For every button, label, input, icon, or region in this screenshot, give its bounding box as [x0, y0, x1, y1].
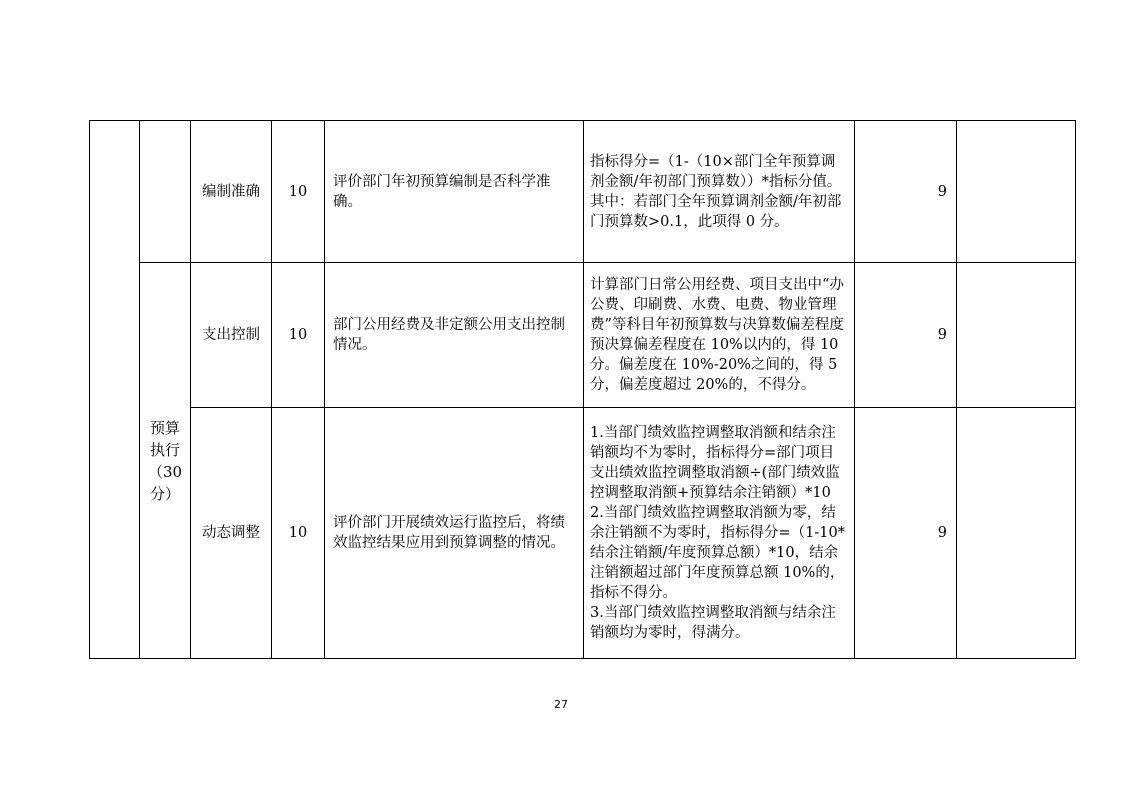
standard-text: 指标得分=（1-（10×部门全年预算调剂金额/年初部门预算数））*指标分值。其中：若部门全年预算调剂金额/年初部门预算数>0.1，此项得 0 分。 — [590, 153, 842, 230]
table-row — [90, 121, 1076, 263]
description-cell: 部门公用经费及非定额公用支出控制情况。 — [325, 263, 584, 408]
score-cell: 9 — [855, 263, 957, 408]
blank-category-cell — [140, 121, 191, 263]
description-cell: 评价部门开展绩效运行监控后，将绩效监控结果应用到预算调整的情况。 — [325, 408, 584, 659]
blank-first-column-cell — [90, 121, 140, 659]
standard-text: 计算部门日常公用经费、项目支出中“办公费、印刷费、水费、电费、物业管理费”等科目年初预算数与决算数偏差程度 预决算偏差程度在 10%以内的，得 10 分。偏差度在 10%-20%之间的，得 5 分，偏差度超过 20%的，不得分。 — [590, 277, 844, 393]
standard-cell — [584, 408, 855, 659]
category-cell — [140, 263, 191, 659]
weight-cell: 10 — [272, 408, 325, 659]
score-cell: 9 — [855, 408, 957, 659]
score-cell: 9 — [855, 121, 957, 263]
indicator-name-cell: 动态调整 — [191, 408, 272, 659]
indicator-name-cell: 编制准确 — [191, 121, 272, 263]
note-cell — [957, 408, 1076, 659]
weight-cell: 10 — [272, 121, 325, 263]
indicator-name-cell: 支出控制 — [191, 263, 272, 408]
description-cell: 评价部门年初预算编制是否科学准确。 — [325, 121, 584, 263]
note-cell — [957, 121, 1076, 263]
standard-cell — [584, 121, 855, 263]
evaluation-table — [89, 120, 1076, 659]
weight-cell: 10 — [272, 263, 325, 408]
category-label: 预算执行（30分） — [148, 418, 183, 503]
standard-cell — [584, 263, 855, 408]
note-cell — [957, 263, 1076, 408]
table-row — [90, 408, 1076, 659]
page-number: 27 — [554, 698, 568, 711]
table-row — [90, 263, 1076, 408]
standard-text: 1.当部门绩效监控调整取消额和结余注销额均不为零时，指标得分=部门项目支出绩效监控调整取消额÷(部门绩效监控调整取消额+预算结余注销额）*10 2.当部门绩效监控调整取消额为零，结余注销额不为零时，指标得分=（1-10*结余注销额/年度预算总额）*10，结余注销额超过部门年度预算总额 10%的，指标不得分。 3.当部门绩效监控调整取消额与结余注销额均为零时，得满分。 — [590, 425, 845, 641]
